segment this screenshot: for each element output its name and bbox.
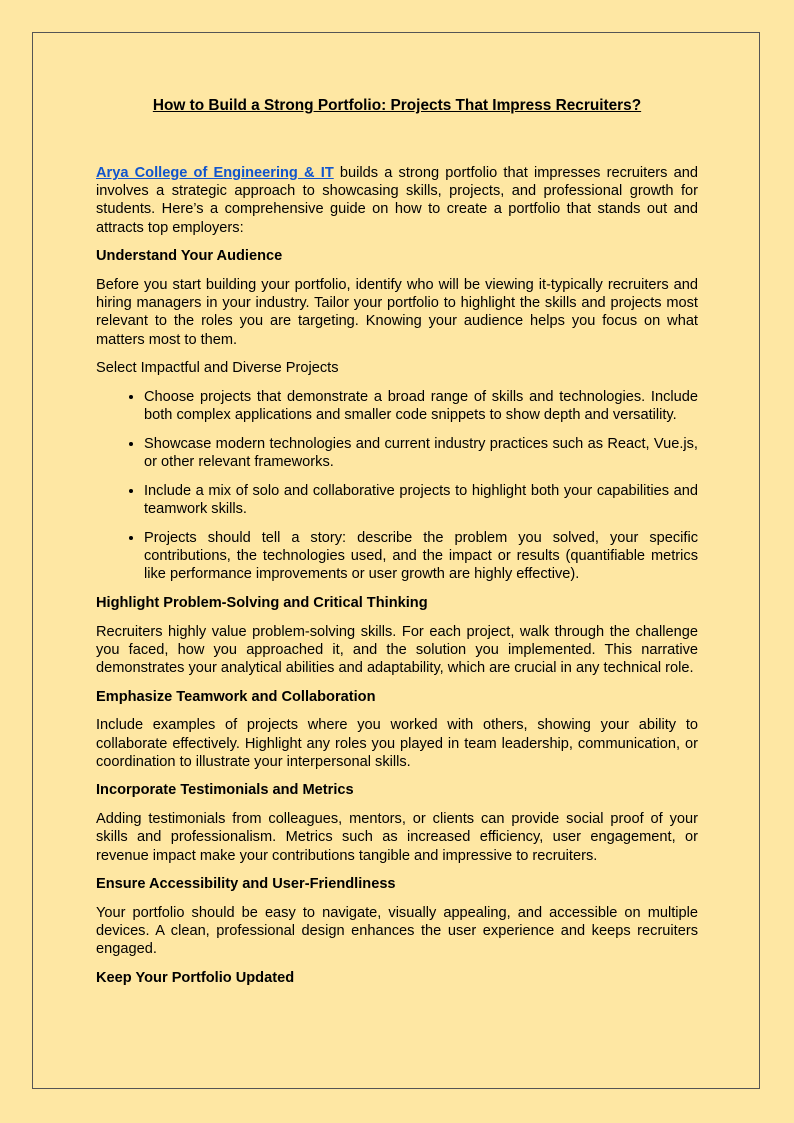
page-title: How to Build a Strong Portfolio: Projects That Impress Recruiters? xyxy=(152,97,642,114)
section-heading-teamwork: Emphasize Teamwork and Collaboration xyxy=(96,688,376,705)
section-body-teamwork: Include examples of projects where you worked with others, showing your ability to collaborate effectively. Highlight any roles you played in team leadership, communication, or coordination to illustrate your interpersonal skills. xyxy=(96,717,698,770)
list-item: • Projects should tell a story: describe the problem you solved, your specific contributions, the technologies used, and the impact or results (quantifiable metrics like performance improvements or user growth are highly effective). xyxy=(144,529,698,584)
section-heading-projects: Select Impactful and Diverse Projects xyxy=(96,360,339,377)
college-link[interactable]: Arya College of Engineering & IT xyxy=(96,165,334,181)
intro-text: builds a strong portfolio that impresses recruiters and involves a strategic approach to showcasing skills, projects, and professional growth for students. Here’s a comprehensive guide on how to create a portfolio that stands out and attracts top employers: xyxy=(96,165,699,236)
section-heading-testimonials: Incorporate Testimonials and Metrics xyxy=(96,782,354,799)
section-body-problem-solving: Recruiters highly value problem-solving skills. For each project, walk through the challenge you faced, how you approached it, and the solution you implemented. This narrative demonstrates your analytical abilities and adaptability, which are crucial in any technical role. xyxy=(96,623,698,676)
section-body-testimonials: Adding testimonials from colleagues, mentors, or clients can provide social proof of your skills and professionalism. Metrics such as increased efficiency, user engagement, or revenue impact make your contributions tangible and impressive to recruiters. xyxy=(96,811,698,864)
section-heading-problem-solving: Highlight Problem-Solving and Critical Thinking xyxy=(96,594,428,611)
section-heading-accessibility: Ensure Accessibility and User-Friendliness xyxy=(96,876,396,893)
projects-bullet-list xyxy=(96,388,698,583)
section-heading-audience: Understand Your Audience xyxy=(96,248,283,265)
list-item: • Include a mix of solo and collaborative projects to highlight both your capabilities and teamwork skills. xyxy=(144,482,698,518)
document-body xyxy=(96,96,698,998)
section-body-audience: Before you start building your portfolio, identify who will be viewing it-typically recruiters and hiring managers in your industry. Tailor your portfolio to highlight the skills and projects most relevant to the roles you are targeting. Knowing your audience helps you focus on what matters most to them. xyxy=(96,277,698,348)
section-heading-updated: Keep Your Portfolio Updated xyxy=(96,970,295,987)
section-body-accessibility: Your portfolio should be easy to navigate, visually appealing, and accessible on multiple devices. A clean, professional design enhances the user experience and keeps recruiters engaged. xyxy=(96,905,698,958)
intro-paragraph xyxy=(96,164,698,237)
list-item: • Showcase modern technologies and current industry practices such as React, Vue.js, or other relevant frameworks. xyxy=(144,435,698,471)
list-item: • Choose projects that demonstrate a broad range of skills and technologies. Include both complex applications and smaller code snippets to show depth and versatility. xyxy=(144,388,698,424)
